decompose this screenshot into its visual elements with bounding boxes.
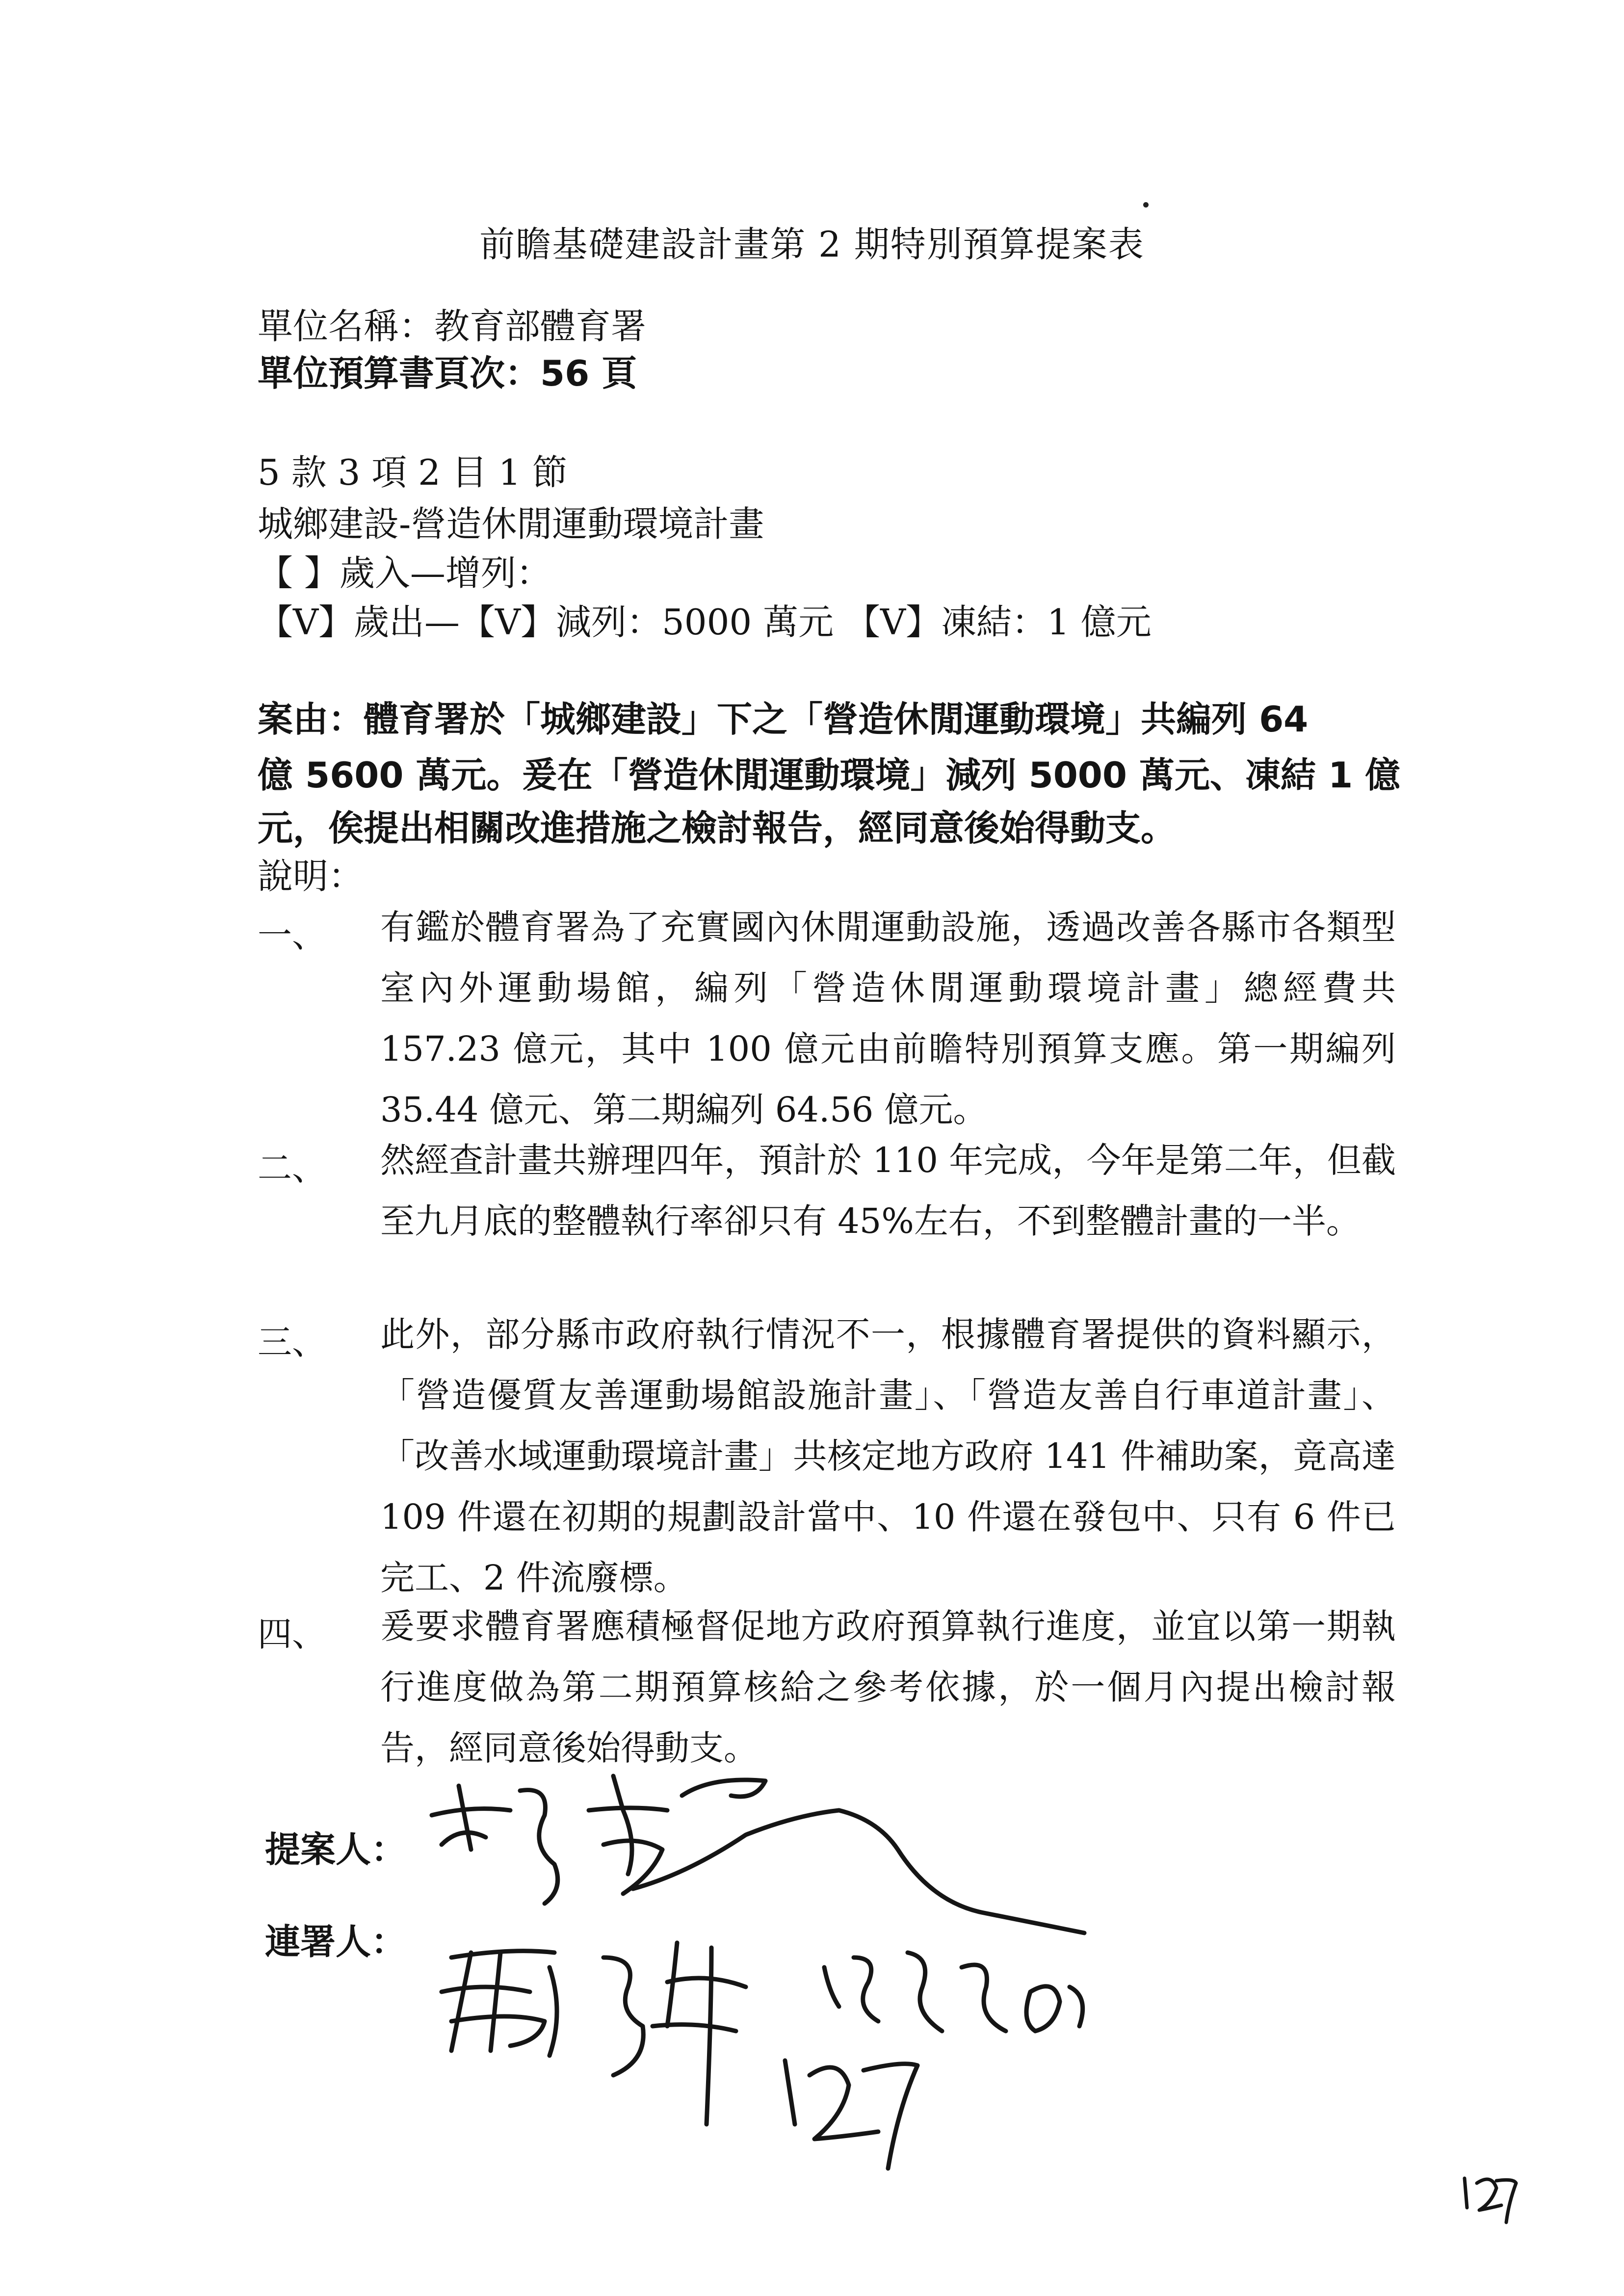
case-line-3: 元，俟提出相關改進措施之檢討報告，經同意後始得動支。 — [258, 808, 1177, 849]
unit-name: 單位名稱：教育部體育署 — [258, 306, 647, 347]
page-number-mark — [1465, 2178, 1516, 2222]
explanation-label: 說明： — [258, 856, 364, 897]
expenditure-line: 【V】歲出—【V】減列：5000 萬元 【V】凍結：1 億元 — [258, 601, 1152, 643]
proposer-label: 提案人： — [265, 1829, 407, 1870]
item-text-4: 爰要求體育署應積極督促地方政府預算執行進度，並宜以第一期執行進度做為第二期預算核給之參考依據，於一個月內提出檢討報告，經同意後始得動支。 — [380, 1606, 1396, 1768]
item-text-3: 此外，部分縣市政府執行情況不一，根據體育署提供的資料顯示，「營造優質友善運動場館設施計畫」、「營造友善自行車道計畫」、「改善水域運動環境計畫」共核定地方政府 141 件補助案，竟高達 109 件還在初期的規劃設計當中、10 件還在發包中、只有 6 件已完工、2 件流廢標。 — [380, 1314, 1396, 1598]
cosigner-label: 連署人： — [265, 1921, 407, 1962]
case-line-1: 案由：體育署於「城鄉建設」下之「營造休閒運動環境」共編列 64 — [258, 699, 1309, 740]
cosigner-signature-1 — [442, 1943, 746, 2124]
item-text-1: 有鑑於體育署為了充實國內休閒運動設施，透過改善各縣市各類型室內外運動場館，編列「營造休閒運動環境計畫」總經費共 157.23 億元，其中 100 億元由前瞻特別預算支應。第一期編列 35.44 億元、第二期編列 64.56 億元。 — [380, 907, 1396, 1130]
revenue-line: 【 】歲入—增列： — [258, 552, 551, 594]
item-number-1: 一、 — [258, 915, 326, 955]
item-number-4: 四、 — [258, 1614, 326, 1654]
budget-page: 單位預算書頁次：56 頁 — [258, 353, 637, 394]
budget-section: 5 款 3 項 2 目 1 節 — [258, 452, 568, 493]
proposer-signature — [432, 1776, 1084, 1933]
document-title: 前瞻基礎建設計畫第 2 期特別預算提案表 — [479, 224, 1145, 265]
item-text-2: 然經查計畫共辦理四年，預計於 110 年完成，今年是第二年，但截至九月底的整體執行率卻只有 45%左右，不到整體計畫的一半。 — [380, 1140, 1396, 1241]
handwritten-number — [785, 2061, 917, 2168]
cosigner-signature-2 — [824, 1953, 1083, 2031]
plan-name: 城鄉建設-營造休閒運動環境計畫 — [258, 503, 764, 545]
item-number-2: 二、 — [258, 1148, 326, 1188]
case-line-2: 億 5600 萬元。爰在「營造休閒運動環境」減列 5000 萬元、凍結 1 億 — [258, 755, 1401, 796]
item-number-3: 三、 — [258, 1322, 326, 1362]
